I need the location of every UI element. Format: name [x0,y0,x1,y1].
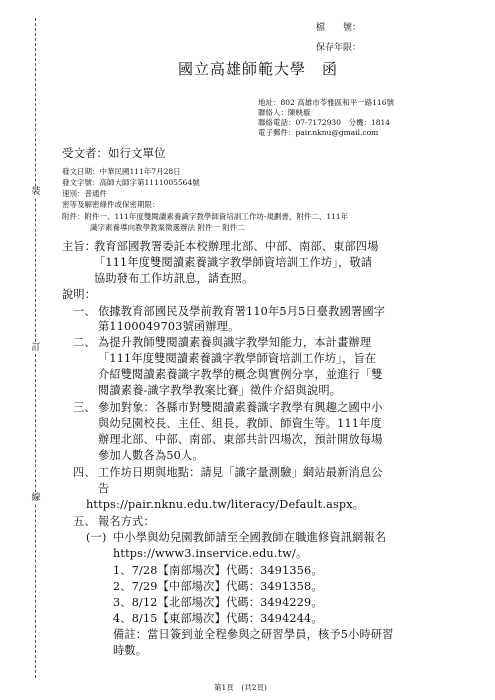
literacy-site-url: https://pair.nknu.edu.tw/literacy/Default.aspx。 [86,498,365,511]
subject-label: 主旨： [62,240,97,253]
item-5-sub-line-2: https://www3.inservice.edu.tw/。 [113,547,308,560]
contact-email: 電子郵件：pair.nknu@gmail.com [258,128,379,137]
contact-person: 聯絡人：陳映璇 [258,108,311,117]
subject-line-1: 教育部國教署委託本校辦理北部、中部、南部、東部四場 [94,240,379,253]
item-4-number: 四、 [73,466,96,479]
session-north: 3、8/12【北部場次】代碼：3494229。 [113,596,323,609]
secrecy-level: 密等及解密條件或保密期限： [62,200,160,209]
file-number-label: 檔 號： [316,23,362,33]
item-3-line-3: 辦理北部、中部、南部、東部共計四場次，預計開放每場 [98,433,383,446]
recipient: 受文者：如行文單位 [62,146,166,160]
item-3-line-4: 參加人數各為50人。 [98,449,204,462]
binding-mark-xian: 線 [31,493,41,503]
item-2-line-2: 「111年度雙閱讀素養識字教學師資培訓工作坊」，旨在 [98,352,377,365]
item-5-sub-line-1: 中小學與幼兒園教師請至全國教師在職進修資訊網報名 [113,531,387,544]
item-3-line-2: 與幼兒園校長、主任、組長、教師、師資生等。111年度 [98,417,382,430]
session-south: 1、7/28【南部場次】代碼：3491356。 [113,564,323,577]
retention-period-label: 保存年限： [316,43,362,53]
contact-address: 地址：802 高雄市苓雅區和平一路116號 [258,98,395,107]
item-2-line-1: 為提升教師雙閱讀素養與識字教學知能力，本計畫辦理 [98,336,372,349]
session-central: 2、7/29【中部場次】代碼：3491358。 [113,580,323,593]
note-line-1: 備註：當日簽到並全程參與之研習學員，核予5小時研習 [113,628,394,641]
speed-class: 速別：普通件 [62,189,107,198]
session-east: 4、8/15【東部場次】代碼：3494244。 [113,612,323,625]
item-4-line-2: 告 [98,482,110,495]
binding-mark-zhuang: 裝 [31,187,41,197]
item-1-line-2: 第1100049703號函辦理。 [98,320,240,333]
binding-mark-ding: 訂 [31,343,41,353]
item-5-label: 報名方式： [98,515,155,528]
note-line-2: 時數。 [113,644,148,657]
item-5-sub-number: (一) [86,531,107,544]
item-1-line-1: 依據教育部國民及學前教育署110年5月5日臺教國署國字 [98,305,386,318]
attachment-line-2: 識字素養導向教學教案徵選辦法 附件一 附件二 [90,223,245,232]
item-2-line-4: 閱讀素養-識字教學教案比賽」徵件介紹與說明。 [98,384,342,397]
item-5-number: 五、 [73,515,96,528]
issue-number: 發文字號：高師大師字第1111005564號 [62,178,200,187]
item-4-line-1: 工作坊日期與地點：請見「識字量測驗」網站最新消息公 [98,466,383,479]
item-3-line-1: 參加對象：各縣市對雙閱讀素養識字教學有興趣之國中小 [98,401,383,414]
page-footer: 第1頁 (共2頁) [214,683,267,692]
item-1-number: 一、 [73,305,96,318]
issue-date: 發文日期：中華民國111年7月28日 [62,167,181,176]
item-2-number: 二、 [73,336,96,349]
contact-phone: 聯絡電話：07-7172930 分機：1814 [258,118,391,127]
document-title: 國立高雄師範大學 函 [178,60,339,78]
item-2-line-3: 介紹雙閱讀素養識字教學的概念與實例分享，並進行「雙 [98,368,383,381]
subject-line-3: 協助發布工作坊訊息，請查照。 [94,272,254,285]
item-3-number: 三、 [73,401,96,414]
attachment-line-1: 附件：附件一、111年度雙閱讀素養識字教學師資培訓工作坊-規劃書，附件二、111年 [62,212,349,221]
explanation-label: 說明： [62,288,97,301]
subject-line-2: 「111年度雙閱讀素養識字教學師資培訓工作坊」，敬請 [94,256,373,269]
